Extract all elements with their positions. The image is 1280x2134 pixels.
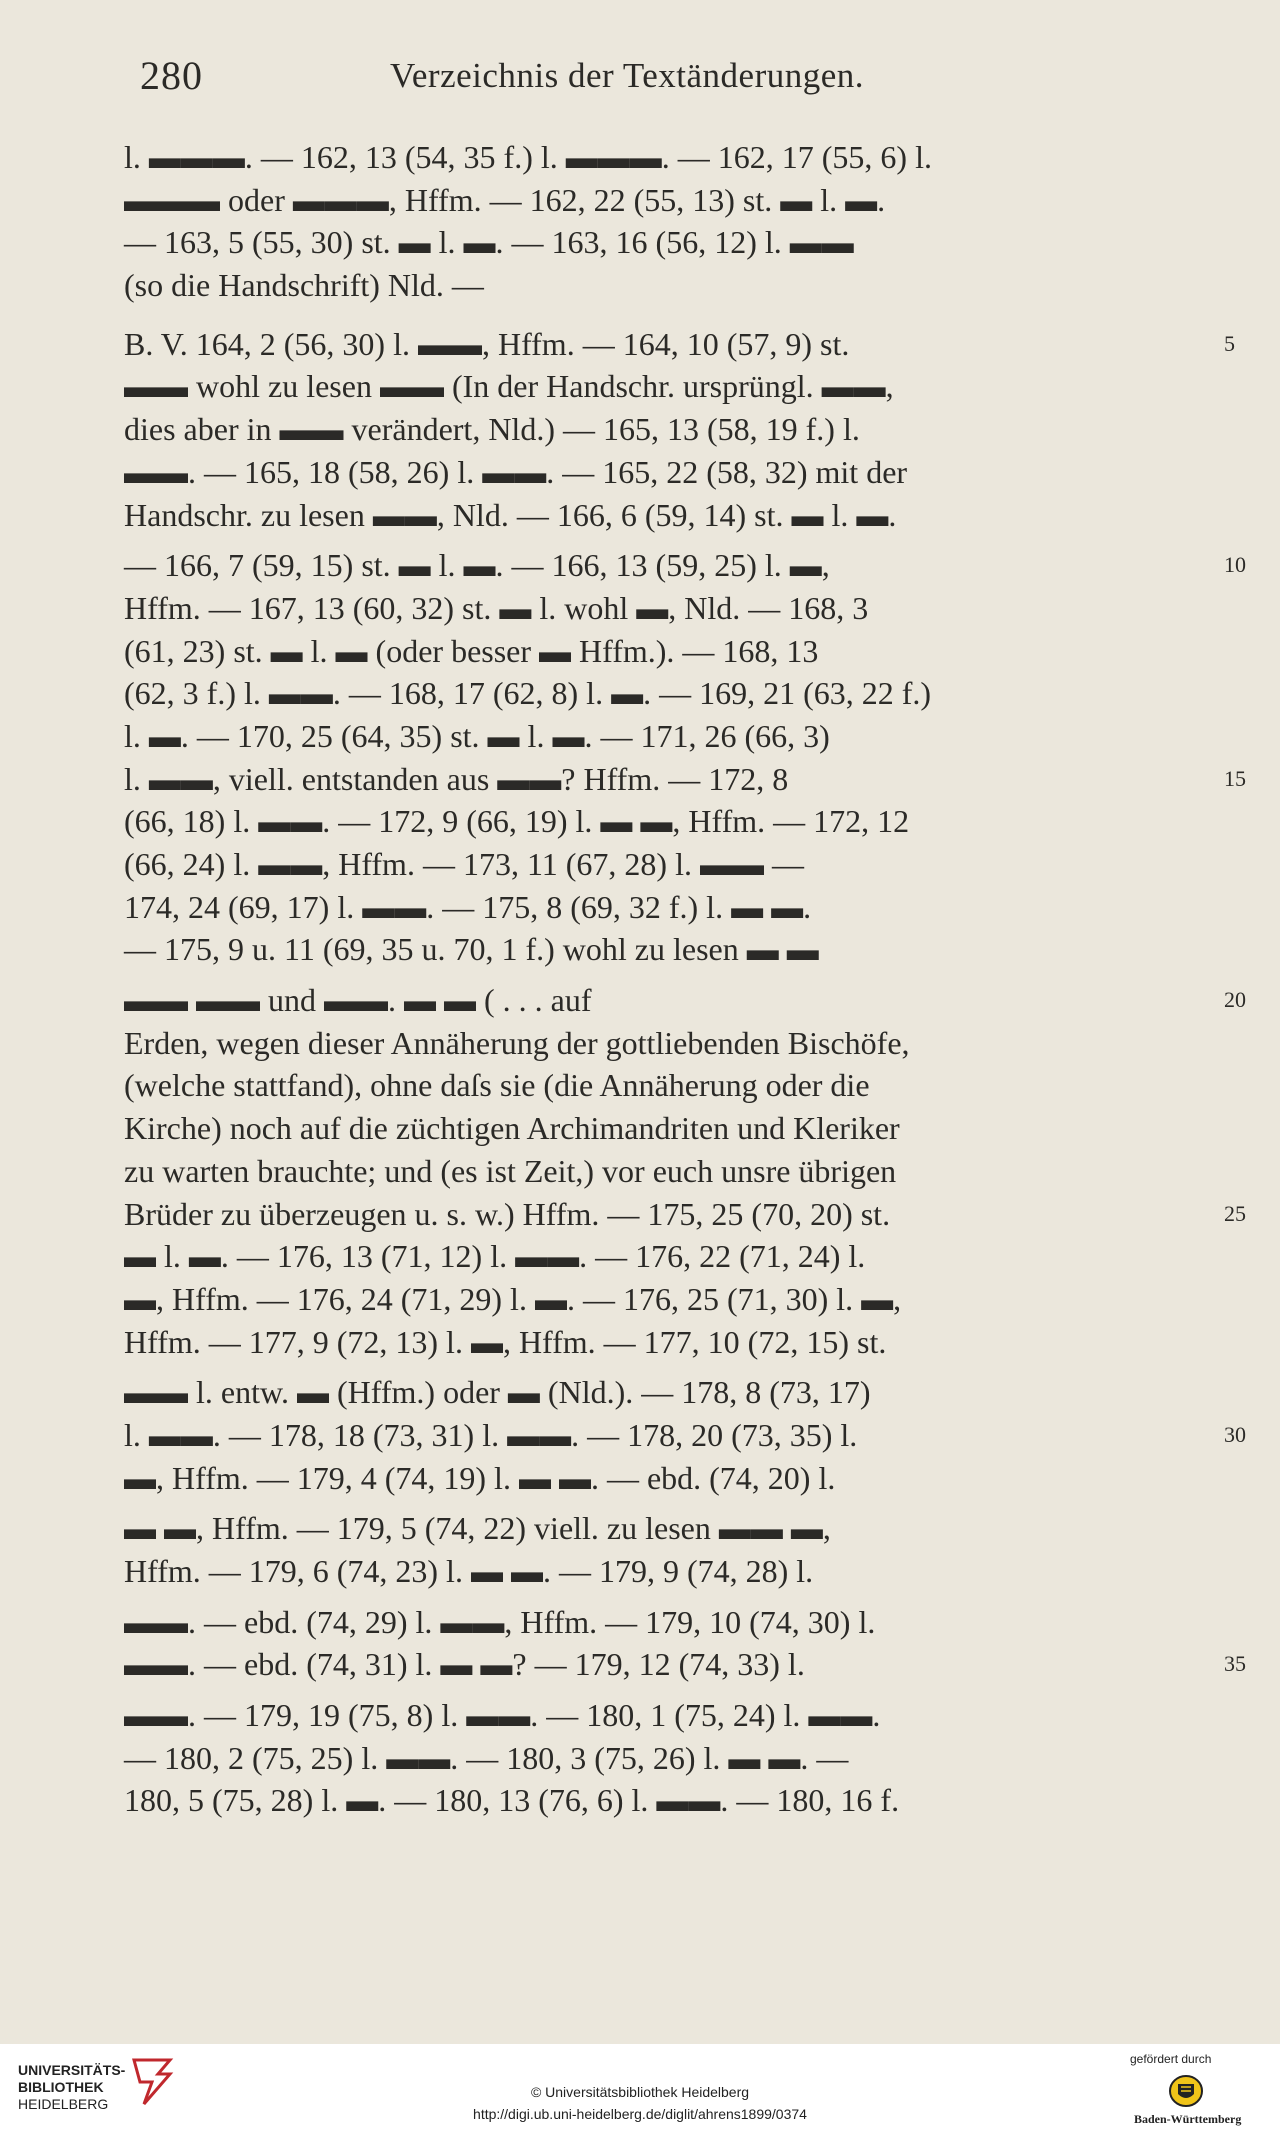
text-line xyxy=(124,1321,1204,1364)
text-line xyxy=(124,1371,1204,1414)
line-text: Hffm. — 179, 6 (74, 23) l. ▬ ▬. — 179, 9 (74, 28) l. xyxy=(124,1553,814,1589)
text-line xyxy=(124,1150,1204,1193)
state-name: Baden-Württemberg xyxy=(1134,2112,1242,2126)
text-line xyxy=(124,451,1204,494)
text-line xyxy=(124,221,1204,264)
line-text: — 175, 9 u. 11 (69, 35 u. 70, 1 f.) wohl zu lesen ▬ ▬ xyxy=(124,931,819,968)
line-text: l. ▬. — 170, 25 (64, 35) st. ▬ l. ▬. — 171, 26 (66, 3) xyxy=(124,717,830,754)
line-text: — 166, 7 (59, 15) st. ▬ l. ▬. — 166, 13 (59, 25) l. ▬, xyxy=(124,547,830,584)
line-number: 25 xyxy=(1224,1200,1246,1226)
line-text: l. ▬▬▬. — 162, 13 (54, 35 f.) l. ▬▬▬. — 162, 17 (55, 6) l. xyxy=(124,139,932,175)
line-text: ▬▬ l. entw. ▬ (Hffm.) oder ▬ (Nld.). — 178, 8 (73, 17) xyxy=(124,1374,871,1411)
text-line xyxy=(124,1193,1246,1236)
line-text: ▬, Hffm. — 179, 4 (74, 19) l. ▬ ▬. — ebd. (74, 20) l. xyxy=(124,1459,836,1496)
line-text: l. ▬▬. — 178, 18 (73, 31) l. ▬▬. — 178, 20 (73, 35) l. xyxy=(124,1416,858,1453)
text-line xyxy=(124,715,1204,758)
line-text: ▬▬. — 179, 19 (75, 8) l. ▬▬. — 180, 1 (75, 24) l. ▬▬. xyxy=(124,1697,881,1734)
running-title: Verzeichnis der Textänderungen. xyxy=(390,56,865,95)
line-text: zu warten brauchte; und (es ist Zeit,) vor euch unsre übrigen xyxy=(124,1152,897,1189)
text-line xyxy=(124,1457,1204,1500)
text-line xyxy=(124,544,1246,587)
line-text: (62, 3 f.) l. ▬▬. — 168, 17 (62, 8) l. ▬. — 169, 21 (63, 22 f.) xyxy=(124,675,932,712)
line-text: ▬▬ wohl zu lesen ▬▬ (In der Handschr. ursprüngl. ▬▬, xyxy=(124,368,894,405)
line-text: Brüder zu überzeugen u. s. w.) Hffm. — 175, 25 (70, 20) st. xyxy=(124,1195,891,1232)
text-line xyxy=(124,408,1204,451)
line-text: ▬▬. — ebd. (74, 31) l. ▬ ▬? — 179, 12 (74, 33) l. xyxy=(124,1646,805,1683)
line-text: ▬, Hffm. — 176, 24 (71, 29) l. ▬. — 176, 25 (71, 30) l. ▬, xyxy=(124,1280,902,1317)
page-number: 280 xyxy=(140,53,203,98)
line-text: Handschr. zu lesen ▬▬, Nld. — 166, 6 (59, 14) st. ▬ l. ▬. xyxy=(124,496,897,533)
line-text: Erden, wegen dieser Annäherung der gottliebenden Bischöfe, xyxy=(124,1024,910,1061)
line-text: ▬ l. ▬. — 176, 13 (71, 12) l. ▬▬. — 176, 22 (71, 24) l. xyxy=(124,1238,866,1275)
text-body xyxy=(124,136,1246,1822)
text-line xyxy=(124,1694,1204,1737)
text-line xyxy=(124,1235,1204,1278)
text-line xyxy=(124,136,1204,179)
line-text: ▬▬▬ oder ▬▬▬, Hffm. — 162, 22 (55, 13) st. ▬ l. ▬. xyxy=(124,181,886,218)
line-text: 174, 24 (69, 17) l. ▬▬. — 175, 8 (69, 32 f.) l. ▬ ▬. xyxy=(124,888,812,925)
text-line xyxy=(124,1550,1204,1593)
line-text: Hffm. — 177, 9 (72, 13) l. ▬, Hffm. — 177, 10 (72, 15) st. xyxy=(124,1323,887,1360)
text-line xyxy=(124,843,1204,886)
text-line xyxy=(124,179,1204,222)
line-number: 10 xyxy=(1224,552,1246,578)
logo-line: HEIDELBERG xyxy=(18,2096,109,2112)
line-text: 180, 5 (75, 28) l. ▬. — 180, 13 (76, 6) l. ▬▬. — 180, 16 f. xyxy=(124,1782,900,1819)
logo-line: UNIVERSITÄTS- xyxy=(18,2062,126,2078)
logo-line: BIBLIOTHEK xyxy=(18,2079,104,2095)
text-line xyxy=(124,672,1204,715)
line-text: Hffm. — 167, 13 (60, 32) st. ▬ l. wohl ▬, Nld. — 168, 3 xyxy=(124,589,869,626)
line-text: — 163, 5 (55, 30) st. ▬ l. ▬. — 163, 16 (56, 12) l. ▬▬ xyxy=(124,224,854,261)
line-text: Kirche) noch auf die züchtigen Archimandriten und Kleriker xyxy=(124,1110,900,1147)
text-line xyxy=(124,630,1204,673)
text-line xyxy=(124,758,1246,801)
text-line xyxy=(124,928,1204,971)
line-text: ▬▬. — 165, 18 (58, 26) l. ▬▬. — 165, 22 (58, 32) mit der xyxy=(124,453,908,490)
line-text: — 180, 2 (75, 25) l. ▬▬. — 180, 3 (75, 26) l. ▬ ▬. — xyxy=(124,1739,849,1776)
line-text: (so die Handschrift) Nld. — xyxy=(124,267,484,304)
text-line xyxy=(124,587,1204,630)
line-text: B. V. 164, 2 (56, 30) l. ▬▬, Hffm. — 164, 10 (57, 9) st. xyxy=(124,325,850,362)
line-text: (61, 23) st. ▬ l. ▬ (oder besser ▬ Hffm.). — 168, 13 xyxy=(124,632,819,669)
text-line xyxy=(124,886,1204,929)
line-number: 15 xyxy=(1224,765,1246,791)
text-line xyxy=(124,1601,1204,1644)
text-line xyxy=(124,1737,1204,1780)
text-line xyxy=(124,1643,1246,1686)
copyright-text: © Universitätsbibliothek Heidelberg xyxy=(530,2084,750,2100)
line-text: (66, 18) l. ▬▬. — 172, 9 (66, 19) l. ▬ ▬, Hffm. — 172, 12 xyxy=(124,803,910,840)
text-line xyxy=(124,1414,1246,1457)
line-text: (welche stattfand), ohne daſs sie (die Annäherung oder die xyxy=(124,1067,870,1104)
line-text: l. ▬▬, viell. entstanden aus ▬▬? Hffm. — 172, 8 xyxy=(124,760,789,797)
state-seal-icon xyxy=(1168,2074,1204,2108)
text-line xyxy=(124,1107,1204,1150)
text-line xyxy=(124,1022,1204,1065)
page-header xyxy=(140,52,1150,102)
permalink[interactable]: http://digi.ub.uni-heidelberg.de/diglit/ahrens1899/0374 xyxy=(473,2106,807,2122)
text-line xyxy=(124,323,1235,366)
funded-by-label: gefördert durch xyxy=(1130,2052,1212,2066)
text-line xyxy=(124,1278,1204,1321)
text-line xyxy=(124,800,1204,843)
line-text: ▬▬. — ebd. (74, 29) l. ▬▬, Hffm. — 179, 10 (74, 30) l. xyxy=(124,1603,876,1640)
line-number: 20 xyxy=(1224,987,1246,1013)
text-line xyxy=(124,1779,1204,1822)
text-line xyxy=(124,494,1204,537)
line-number: 35 xyxy=(1224,1651,1246,1677)
text-line xyxy=(124,979,1246,1022)
text-line xyxy=(124,365,1204,408)
text-line xyxy=(124,1064,1204,1107)
line-text: (66, 24) l. ▬▬, Hffm. — 173, 11 (67, 28) l. ▬▬ — xyxy=(124,846,804,882)
line-text: dies aber in ▬▬ verändert, Nld.) — 165, 13 (58, 19 f.) l. xyxy=(124,411,860,448)
footer xyxy=(0,2044,1280,2134)
line-number: 5 xyxy=(1224,330,1235,356)
text-line xyxy=(124,1507,1204,1550)
text-line xyxy=(124,264,1204,307)
line-number: 30 xyxy=(1224,1421,1246,1447)
line-text: ▬▬ ▬▬ und ▬▬. ▬ ▬ ( . . . auf xyxy=(124,982,592,1019)
line-text: ▬ ▬, Hffm. — 179, 5 (74, 22) viell. zu lesen ▬▬ ▬, xyxy=(124,1510,831,1547)
